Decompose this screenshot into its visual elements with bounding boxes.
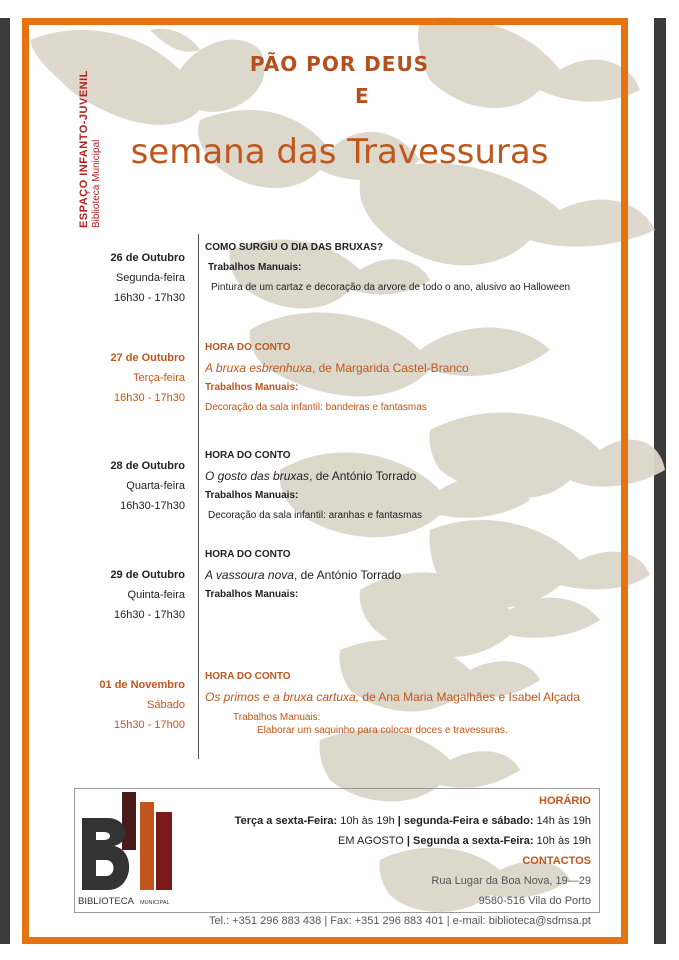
event-heading: COMO SURGIU O DIA DAS BRUXAS? <box>205 242 383 253</box>
event-details <box>205 545 645 605</box>
title-line2: E <box>355 84 369 108</box>
vertical-label <box>78 70 102 228</box>
event-details <box>205 667 645 737</box>
event-heading: HORA DO CONTO <box>205 549 291 560</box>
story-title: A vassoura nova <box>205 568 294 582</box>
work-label: Trabalhos Manuais: <box>205 382 299 393</box>
event-details <box>205 446 645 526</box>
event-time: 16h30-17h30 <box>120 500 185 512</box>
footer-info <box>209 791 591 931</box>
event-date-block <box>55 456 185 516</box>
event-date: 28 de Outubro <box>110 460 185 472</box>
event-date: 26 de Outubro <box>110 252 185 264</box>
vertical-label-line2: Biblioteca Municipal <box>91 139 102 228</box>
story-author: , de António Torrado <box>293 568 402 582</box>
story-title: O gosto das bruxas <box>205 469 310 483</box>
work-desc: Decoração da sala infantil: bandeiras e fantasmas <box>205 402 427 413</box>
event-weekday: Quinta-feira <box>127 589 185 601</box>
event-weekday: Terça-feira <box>133 372 185 384</box>
story-author: , de Margarida Castel-Branco <box>311 361 469 375</box>
horario-line2: EM AGOSTO | Segunda a sexta-Feira: 10h às 19h <box>338 835 591 847</box>
event-date: 01 de Novembro <box>99 679 185 691</box>
contacts-line: Tel.: +351 296 883 438 | Fax: +351 296 883 401 | e-mail: biblioteca@sdmsa.pt <box>209 915 591 927</box>
title-line3: semana das Travessuras <box>130 132 549 172</box>
event-time: 16h30 - 17h30 <box>114 609 185 621</box>
logo-sub: MUNICIPAL <box>140 900 170 906</box>
horario-label: HORÁRIO <box>539 795 591 807</box>
event-heading: HORA DO CONTO <box>205 450 291 461</box>
work-desc: Decoração da sala infantil: aranhas e fantasmas <box>208 510 423 521</box>
event-weekday: Sábado <box>147 699 185 711</box>
event-time: 15h30 - 17h00 <box>114 719 185 731</box>
event-time: 16h30 - 17h30 <box>114 292 185 304</box>
horario-line1: Terça a sexta-Feira: 10h às 19h | segunda-Feira e sábado: 14h às 19h <box>234 815 591 827</box>
story-author: , de António Torrado <box>309 469 417 483</box>
event-weekday: Segunda-feira <box>115 272 185 284</box>
event-time: 16h30 - 17h30 <box>114 392 185 404</box>
event-date-block <box>55 248 185 308</box>
event-details <box>205 238 645 298</box>
library-logo <box>78 790 178 908</box>
logo-text: BIBLIOTECA <box>78 896 134 907</box>
event-date-block <box>55 675 185 735</box>
story-author: de Ana Maria Magalhães e Isabel Alçada <box>359 690 580 704</box>
title-line1: PÃO POR DEUS <box>249 52 430 76</box>
timeline-divider <box>198 234 199 759</box>
event-weekday: Quarta-feira <box>126 480 185 492</box>
work-label: Trabalhos Manuais: <box>205 490 299 501</box>
work-desc: Pintura de um cartaz e decoração da arvore de todo o ano, alusivo ao Halloween <box>211 282 571 293</box>
address-line2: 9580-516 Vila do Porto <box>478 895 591 907</box>
address-line1: Rua Lugar da Boa Nova, 19—29 <box>431 875 591 887</box>
contactos-label: CONTACTOS <box>522 855 591 867</box>
event-heading: HORA DO CONTO <box>205 671 291 682</box>
event-details <box>205 338 645 418</box>
story-title: A bruxa esbrenhuxa <box>205 361 312 375</box>
event-date-block <box>55 565 185 625</box>
work-desc: Elaborar um saquinho para colocar doces e travessuras. <box>257 725 508 736</box>
story-title: Os primos e a bruxa cartuxa, <box>205 690 360 704</box>
work-label: Trabalhos Manuais: <box>208 262 302 273</box>
event-heading: HORA DO CONTO <box>205 342 291 353</box>
event-date: 29 de Outubro <box>110 569 185 581</box>
work-label: Trabalhos Manuais: <box>205 589 299 600</box>
work-label: Trabalhos Manuais: <box>233 712 321 723</box>
event-date: 27 de Outubro <box>110 352 185 364</box>
vertical-label-line1: ESPAÇO INFANTO-JUVENIL <box>78 70 90 228</box>
event-date-block <box>55 348 185 408</box>
